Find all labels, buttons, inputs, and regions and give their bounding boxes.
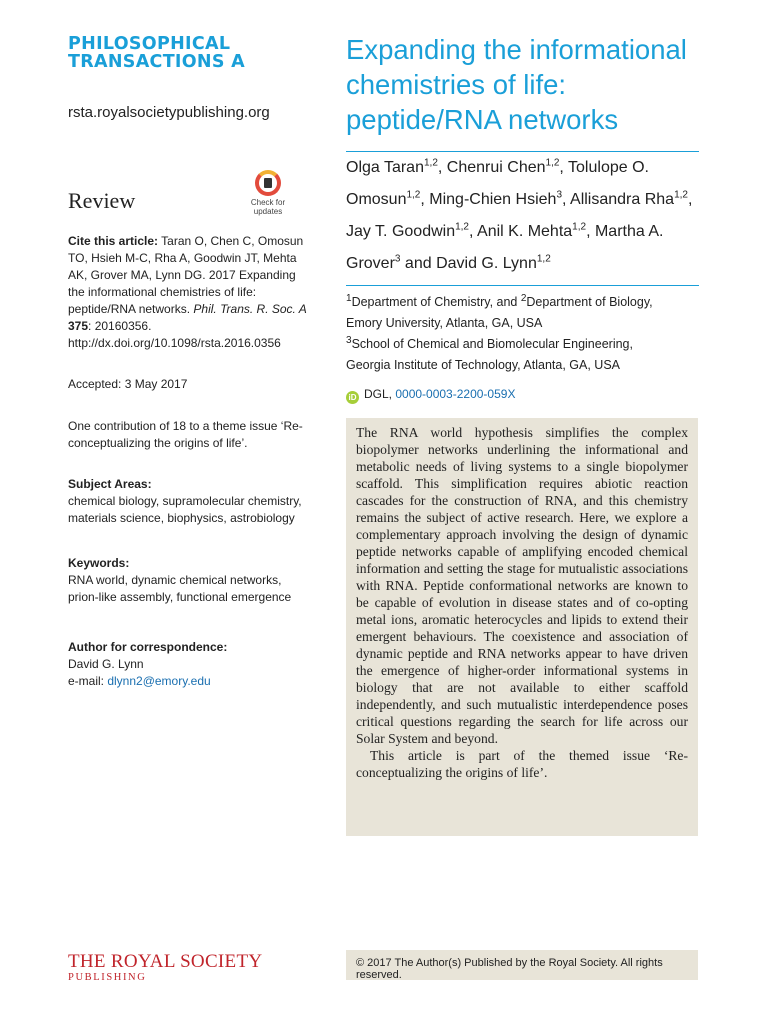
article-title — [346, 32, 706, 137]
email-label: e-mail: — [68, 674, 108, 688]
publisher-logo-line2: PUBLISHING — [68, 972, 147, 983]
citation-label: Cite this article: — [68, 234, 159, 248]
journal-logo-line1: PHILOSOPHICAL — [68, 34, 231, 54]
badge-label-1: Check for — [250, 198, 286, 207]
author: and David G. Lynn$^{1,2}$ — [404, 253, 551, 272]
correspondence — [68, 639, 308, 690]
keywords-label: Keywords: — [68, 556, 130, 570]
citation-journal: Phil. Trans. R. Soc. A — [193, 302, 307, 316]
author: Allisandra Rha$^{1,2}$, — [570, 189, 693, 208]
theme-issue-note: One contribution of 18 to a theme issue ‘Re-conceptualizing the origins of life’. — [68, 419, 303, 450]
citation-volume: 375 — [68, 319, 89, 333]
article-type: Review — [68, 188, 136, 213]
correspondence-name: David G. Lynn — [68, 657, 144, 671]
citation-pages: : 20160356. — [88, 319, 152, 333]
badge-label-2: updates — [253, 207, 283, 216]
publisher-logo — [68, 952, 262, 984]
abstract-panel — [346, 418, 698, 836]
affiliation-line-1: $^1$Department of Chemistry, and $^2$Department of Biology, — [346, 292, 653, 309]
abstract-paragraph: The RNA world hypothesis simplifies the complex biopolymer networks underlining the informational and metabolic needs of living systems to a single biopolymer scaffold. This simplification requires abiotic reaction cascades for the construction of RNA, and this chemistry remains the subject of active research. Here, we explore a complementary approach involving the design of dynamic peptide networks capable of amplifying encoded chemical information and setting the stage for mutualistic associations with RNA. Peptide conformational networks are known to be capable of evolution in disease states and of co-opting metal ions, aromatic heterocycles and lipids to extend their emergent behaviours. The coexistence and association of dynamic peptide and RNA networks appear to have driven the emergence of higher-order informational systems in biology that are not available to either scaffold independently, and such mutualistic interdependence poses critical questions regarding the search for life across our Solar System and beyond. — [356, 425, 688, 746]
title-line-2: chemistries of life: — [346, 69, 567, 100]
publisher-logo-line1: THE ROYAL SOCIETY — [68, 951, 263, 972]
affiliation-line-4: Georgia Institute of Technology, Atlanta, GA, USA — [346, 358, 620, 372]
author: Tolulope O. Omosun$^{1,2}$, — [346, 159, 649, 208]
author: Martha A. Grover$^3$ — [346, 223, 664, 272]
journal-logo — [68, 35, 245, 71]
author: Ming-Chien Hsieh$^3$, — [429, 189, 571, 208]
affiliation-line-2: Emory University, Atlanta, GA, USA — [346, 316, 543, 330]
abstract-theme-note: This article is part of the themed issue ‘Re-conceptualizing the origins of life’. — [356, 748, 688, 780]
email-link[interactable]: dlynn2@emory.edu — [107, 674, 211, 688]
title-line-3: peptide/RNA networks — [346, 104, 619, 135]
author-list — [346, 152, 706, 280]
author: Jay T. Goodwin$^{1,2}$, — [346, 221, 478, 240]
orcid-entry — [346, 387, 515, 404]
title-line-1: Expanding the informational — [346, 34, 687, 65]
citation-block — [68, 233, 308, 352]
accepted-date: Accepted: 3 May 2017 — [68, 377, 188, 391]
orcid-link[interactable]: 0000-0003-2200-059X — [395, 387, 516, 401]
check-for-updates-icon — [255, 170, 281, 196]
copyright-notice: © 2017 The Author(s) Published by the Royal Society. All rights reserved. — [346, 950, 698, 980]
affiliation-line-3: $^3$School of Chemical and Biomolecular Engineering, — [346, 334, 633, 351]
check-for-updates-button[interactable] — [244, 170, 292, 216]
citation-text: Taran O, Chen C, Omosun TO, Hsieh M-C, Rha A, Goodwin JT, Mehta AK, Grover MA, Lynn DG. 2017 Expanding the informational chemistries of life: peptide/RNA networks. — [68, 234, 304, 316]
author: Olga Taran$^{1,2}$, — [346, 157, 447, 176]
author: Chenrui Chen$^{1,2}$, — [446, 157, 569, 176]
journal-logo-line2: TRANSACTIONS A — [68, 52, 246, 72]
keywords — [68, 555, 308, 606]
citation-doi-link[interactable]: http://dx.doi.org/10.1098/rsta.2016.0356 — [68, 336, 281, 350]
keywords-text: RNA world, dynamic chemical networks, prion-like assembly, functional emergence — [68, 573, 292, 604]
subject-areas-label: Subject Areas: — [68, 477, 152, 491]
author: Anil K. Mehta$^{1,2}$, — [477, 221, 595, 240]
orcid-label: DGL, — [364, 387, 396, 401]
authors-divider — [346, 285, 699, 286]
journal-site-link[interactable]: rsta.royalsocietypublishing.org — [68, 104, 270, 121]
orcid-icon: iD — [346, 391, 359, 404]
subject-areas — [68, 476, 308, 527]
correspondence-label: Author for correspondence: — [68, 640, 228, 654]
subject-areas-text: chemical biology, supramolecular chemistry, materials science, biophysics, astrobiology — [68, 494, 302, 525]
affiliations — [346, 292, 706, 376]
